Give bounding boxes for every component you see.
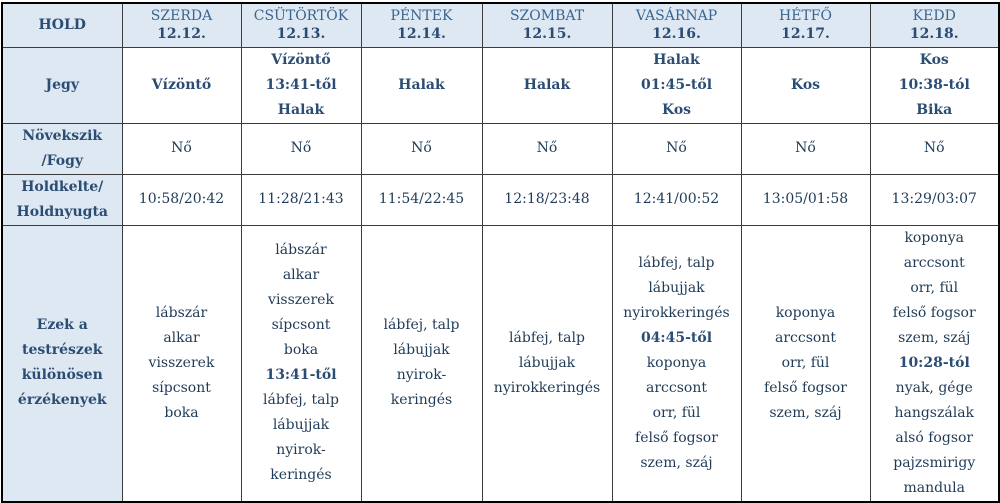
day-name: HÉTFŐ (779, 8, 832, 25)
jegy-row (2, 47, 999, 123)
cell-line: keringés (270, 467, 332, 483)
cell-line: visszerek (148, 354, 215, 371)
cell-line: Kos (661, 101, 692, 118)
cell-line: arccsont (903, 254, 965, 271)
cell-line: Kos (790, 76, 821, 93)
cell-line: lábfej, talp (509, 329, 585, 346)
noves-label (2, 123, 122, 174)
cell-line: nyak, gége (895, 379, 973, 396)
cell-line: lábujjak (648, 279, 705, 296)
cell-line: sípcsont (152, 379, 211, 396)
cell-line: keringés (390, 392, 453, 408)
cell-line: koponya (646, 354, 707, 371)
holdkelte-cell: 11:54/22:45 (361, 174, 482, 225)
cell-line: Halak (653, 51, 700, 68)
cell-line: nyirokkeringés (623, 304, 730, 321)
cell-line: Halak (523, 76, 571, 93)
hold-header: HOLD (2, 3, 122, 47)
cell-line: 13:41-től (265, 76, 337, 93)
testreszek-cell (241, 225, 361, 502)
noves-cell: Nő (741, 123, 870, 174)
moon-calendar-table (1, 2, 1000, 503)
cell-line: alsó fogsor (895, 429, 974, 446)
noves-cell: Nő (870, 123, 999, 174)
cell-line: koponya (904, 229, 965, 246)
cell-line: felső fogsor (635, 429, 718, 446)
holdkelte-cell: 11:28/21:43 (241, 174, 361, 225)
day-header (241, 3, 361, 47)
holdkelte-cell: 12:41/00:52 (612, 174, 741, 225)
day-header (612, 3, 741, 47)
cell-line: pajzsmirigy (893, 454, 976, 471)
testreszek-row (2, 225, 999, 502)
cell-line: Kos (919, 51, 949, 68)
day-name: PÉNTEK (390, 8, 453, 25)
cell-line: lábujjak (393, 342, 450, 358)
testreszek-cell (612, 225, 741, 502)
jegy-cell (612, 47, 741, 123)
cell-line: lábszár (275, 242, 327, 258)
cell-line: szem, száj (640, 454, 713, 471)
day-date: 12.16. (652, 26, 701, 43)
holdkelte-cell: 12:18/23:48 (482, 174, 612, 225)
cell-line: koponya (775, 304, 836, 321)
cell-line: Bika (916, 101, 953, 118)
cell-line: lábujjak (272, 417, 330, 433)
cell-line: visszerek (268, 292, 334, 308)
testreszek-cell (741, 225, 870, 502)
day-date: 12.13. (276, 26, 326, 43)
testreszek-label-line: különösen (21, 367, 103, 383)
noves-cell: Nő (612, 123, 741, 174)
cell-line: alkar (163, 329, 200, 346)
jegy-cell (361, 47, 482, 123)
noves-row (2, 123, 999, 174)
testreszek-cell (361, 225, 482, 502)
holdkelte-label-line: Holdnyugta (16, 203, 108, 220)
cell-line: hangszálak (894, 404, 975, 421)
testreszek-cell (482, 225, 612, 502)
cell-line: Vízöntő (271, 51, 331, 68)
testreszek-label-line: Ezek a (36, 317, 88, 333)
cell-line: lábfej, talp (383, 317, 460, 333)
jegy-label: Jegy (2, 47, 122, 123)
holdkelte-row (2, 174, 999, 225)
jegy-cell (741, 47, 870, 123)
cell-line: lábujjak (518, 354, 576, 371)
cell-line: arccsont (775, 329, 836, 346)
day-name: SZERDA (150, 8, 213, 25)
day-name: KEDD (912, 8, 956, 25)
day-header (870, 3, 999, 47)
noves-cell: Nő (361, 123, 482, 174)
testreszek-label-line: testrészek (22, 342, 103, 358)
cell-line: mandula (903, 479, 965, 496)
cell-line: lábfej, talp (638, 254, 715, 271)
cell-line: nyirokkeringés (493, 379, 601, 396)
jegy-cell (870, 47, 999, 123)
cell-line: Halak (277, 101, 325, 118)
cell-line: nyirok- (276, 442, 326, 458)
jegy-cell (241, 47, 361, 123)
noves-label-line: Növekszik (22, 127, 103, 144)
cell-line: szem, száj (769, 404, 842, 421)
cell-line: nyirok- (396, 367, 447, 383)
testreszek-cell (122, 225, 241, 502)
cell-line: 04:45-től (640, 329, 713, 346)
cell-line: 10:38-tól (898, 76, 970, 93)
day-date: 12.18. (909, 26, 959, 43)
day-name: SZOMBAT (509, 8, 585, 25)
holdkelte-label-line: Holdkelte/ (21, 178, 104, 195)
testreszek-label (2, 225, 122, 502)
cell-line: Halak (398, 76, 445, 93)
cell-line: orr, fül (652, 404, 701, 421)
holdkelte-cell: 13:29/03:07 (870, 174, 999, 225)
day-date: 12.17. (781, 26, 830, 43)
noves-cell: Nő (122, 123, 241, 174)
day-header (361, 3, 482, 47)
day-header (482, 3, 612, 47)
cell-line: 01:45-től (640, 76, 713, 93)
cell-line: 13:41-től (265, 367, 337, 383)
day-date: 12.14. (397, 26, 446, 43)
cell-line: 10:28-tól (898, 354, 970, 371)
jegy-cell (122, 47, 241, 123)
day-date: 12.15. (522, 26, 572, 43)
day-header (122, 3, 241, 47)
cell-line: orr, fül (910, 279, 959, 296)
noves-cell: Nő (241, 123, 361, 174)
day-name: CSÜTÖRTÖK (253, 8, 349, 25)
cell-line: szem, száj (898, 329, 971, 346)
cell-line: arccsont (646, 379, 707, 396)
noves-cell: Nő (482, 123, 612, 174)
day-name: VASÁRNAP (635, 8, 718, 25)
testreszek-cell (870, 225, 999, 502)
cell-line: boka (283, 342, 319, 358)
holdkelte-label (2, 174, 122, 225)
jegy-cell (482, 47, 612, 123)
cell-line: lábfej, talp (263, 392, 339, 408)
cell-line: felső fogsor (764, 379, 847, 396)
noves-label-line: /Fogy (41, 152, 84, 169)
day-date: 12.12. (157, 26, 206, 43)
header-row (2, 3, 999, 47)
holdkelte-cell: 13:05/01:58 (741, 174, 870, 225)
testreszek-label-line: érzékenyek (17, 392, 107, 408)
cell-line: felső fogsor (892, 304, 976, 321)
cell-line: sípcsont (271, 317, 331, 333)
cell-line: Vízöntő (151, 76, 212, 93)
cell-line: orr, fül (781, 354, 830, 371)
holdkelte-cell: 10:58/20:42 (122, 174, 241, 225)
cell-line: alkar (282, 267, 320, 283)
cell-line: lábszár (155, 304, 208, 321)
cell-line: boka (164, 404, 199, 421)
day-header (741, 3, 870, 47)
